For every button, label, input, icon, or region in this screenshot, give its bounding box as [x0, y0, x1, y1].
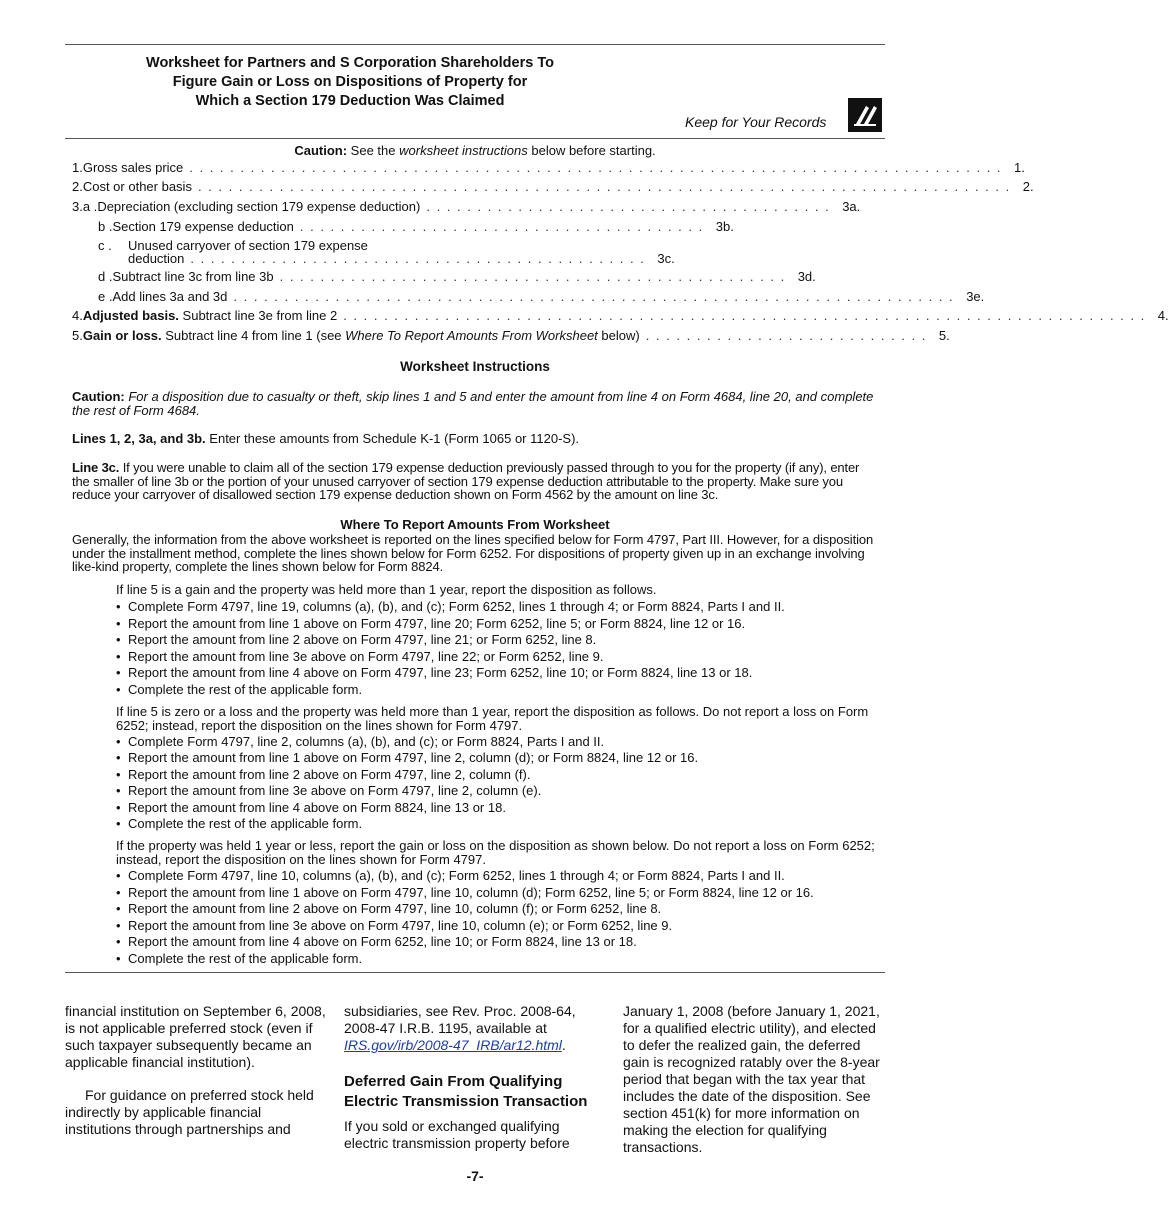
group1-intro: If line 5 is a gain and the property was held more than 1 year, report the disposition as follows.	[116, 582, 657, 597]
list-item: • Complete Form 4797, line 10, columns (a), (b), and (c); Form 6252, lines 1 through 4; or Form 8824, Parts I and II.	[116, 868, 785, 883]
title-line-2: Figure Gain or Loss on Dispositions of Property for	[172, 74, 528, 90]
records-pen-icon	[848, 98, 882, 132]
column-1	[65, 1003, 327, 1138]
irb-link[interactable]: IRS.gov/irb/2008-47_IRB/ar12.html	[344, 1037, 562, 1053]
general-paragraph: Generally, the information from the above worksheet is reported on the lines specified below for Form 4797, Part III. However, for a disposition under the installment method, complete the lines shown below for Form 6252. For dispositions of property given up in an exchange involving like-kind property, complete the lines shown below for Form 8824.	[72, 532, 874, 574]
list-item: • Report the amount from line 2 above on Form 4797, line 2, column (f).	[116, 767, 531, 782]
column-1-paragraph-2: For guidance on preferred stock held indirectly by applicable financial institutions through partnerships and	[65, 1087, 314, 1137]
where-to-report-heading: Where To Report Amounts From Worksheet	[340, 517, 610, 532]
keep-records-label: Keep for Your Records	[685, 114, 827, 130]
list-item: • Report the amount from line 1 above on Form 4797, line 2, column (d); or Form 8824, line 12 or 16.	[116, 750, 699, 765]
column-3	[623, 1003, 885, 1156]
list-item: • Complete Form 4797, line 19, columns (a), (b), and (c); Form 6252, lines 1 through 4; or Form 8824, Parts I and II.	[116, 599, 785, 614]
list-item: • Report the amount from line 3e above on Form 4797, line 22; or Form 6252, line 9.	[116, 649, 604, 664]
list-item: • Report the amount from line 2 above on Form 4797, line 10, column (f); or Form 6252, line 8.	[116, 901, 662, 916]
list-item: • Complete the rest of the applicable form.	[116, 682, 363, 697]
title-line-3: Which a Section 179 Deduction Was Claimed	[195, 93, 505, 109]
list-item: • Complete Form 4797, line 2, columns (a), (b), and (c); or Form 8824, Parts I and II.	[116, 734, 605, 749]
caution-top: Caution: See the worksheet instructions below before starting.	[294, 143, 656, 158]
top-rule	[65, 44, 885, 45]
line-3c-first: c . Unused carryover of section 179 expense	[98, 238, 368, 253]
line-5: 5. Gain or loss. Subtract line 4 from line 1 (see Where To Report Amounts From Worksheet below) . . . . . . . . . . . . . . . . . . . . . . . . . . . . 5.	[72, 328, 950, 343]
list-item: • Report the amount from line 3e above on Form 4797, line 2, column (e).	[116, 783, 542, 798]
list-item: • Report the amount from line 4 above on Form 4797, line 23; Form 6252, line 10; or Form 8824, line 13 or 18.	[116, 665, 753, 680]
deferred-gain-heading: Deferred Gain From Qualifying Electric Transmission Transaction	[344, 1073, 588, 1110]
bottom-rule	[65, 972, 885, 973]
worksheet-top-rule	[65, 138, 885, 139]
caution-paragraph: Caution: For a disposition due to casualty or theft, skip lines 1 and 5 and enter the amount from line 4 on Form 4684, line 20, and complete the rest of Form 4684.	[72, 389, 874, 418]
line-3b: b . Section 179 expense deduction . . . . . . . . . . . . . . . . . . . . . . . . . . . . . . . . . . . . . . . . 3b.	[98, 219, 734, 234]
lines-paragraph: Lines 1, 2, 3a, and 3b. Enter these amounts from Schedule K-1 (Form 1065 or 1120-S).	[72, 431, 580, 446]
list-item: • Report the amount from line 1 above on Form 4797, line 10, column (d); Form 6252, line 5; or Form 8824, line 12 or 16.	[116, 885, 814, 900]
group2-intro: If line 5 is zero or a loss and the property was held more than 1 year, report the disposition as follows. Do not report a loss on Form 6252; instead, report the disposition on the lines shown for Form 4797.	[116, 704, 869, 733]
column-2-paragraph-1: subsidiaries, see Rev. Proc. 2008-64, 2008-47 I.R.B. 1195, available at IRS.gov/irb/2008-47_IRB/ar12.html.	[344, 1003, 576, 1053]
list-item: • Report the amount from line 4 above on Form 8824, line 13 or 18.	[116, 800, 506, 815]
list-item: • Complete the rest of the applicable form.	[116, 951, 363, 966]
column-2-paragraph-2: If you sold or exchanged qualifying electric transmission property before	[344, 1118, 570, 1151]
worksheet-title	[110, 54, 590, 111]
line-1: 1. Gross sales price . . . . . . . . . . . . . . . . . . . . . . . . . . . . . . . . . . . . . . . . . . . . . . . . . . . . . . . . . . . . . . . . . . . . . . . . . . . . . . . . 1.	[72, 160, 1025, 175]
list-item: • Report the amount from line 4 above on Form 6252, line 10; or Form 8824, line 13 or 18.	[116, 934, 637, 949]
title-line-1: Worksheet for Partners and S Corporation Shareholders To	[146, 55, 554, 71]
line-4: 4. Adjusted basis. Subtract line 3e from line 2 . . . . . . . . . . . . . . . . . . . . . . . . . . . . . . . . . . . . . . . . . . . . . . . . . . . . . . . . . . . . . . . . . . . . . . . . . . . . . . . 4.	[72, 308, 1169, 323]
list-item: • Report the amount from line 2 above on Form 4797, line 21; or Form 6252, line 8.	[116, 632, 597, 647]
page-number: -7-	[466, 1168, 484, 1184]
line-3d: d . Subtract line 3c from line 3b . . . . . . . . . . . . . . . . . . . . . . . . . . . . . . . . . . . . . . . . . . . . . . . . . . 3d.	[98, 269, 816, 284]
instructions-heading: Worksheet Instructions	[400, 359, 550, 374]
list-item: • Report the amount from line 1 above on Form 4797, line 20; Form 6252, line 5; or Form 8824, line 12 or 16.	[116, 616, 746, 631]
column-1-paragraph-1: financial institution on September 6, 2008, is not applicable preferred stock (even if such taxpayer subsequently became an applicable financial institution).	[65, 1003, 326, 1070]
line-3a: 3. a . Depreciation (excluding section 179 expense deduction) . . . . . . . . . . . . . . . . . . . . . . . . . . . . . . . . . . . . . . . . 3a.	[72, 199, 861, 214]
line-3c: deduction . . . . . . . . . . . . . . . . . . . . . . . . . . . . . . . . . . . . . . . . . . . . . 3c.	[128, 251, 675, 266]
line-2: 2. Cost or other basis . . . . . . . . . . . . . . . . . . . . . . . . . . . . . . . . . . . . . . . . . . . . . . . . . . . . . . . . . . . . . . . . . . . . . . . . . . . . . . . . 2.	[72, 179, 1034, 194]
column-3-paragraph-1: January 1, 2008 (before January 1, 2021, for a qualified electric utility), and elected to defer the realized gain, the deferred gain is recognized ratably over the 8-year period that began with the tax year that includes the date of the disposition. See section 451(k) for more information on making the election for qualifying transactions.	[623, 1003, 880, 1155]
line-3c-paragraph: Line 3c. If you were unable to claim all of the section 179 expense deduction previously passed through to you for the property (if any), enter the smaller of line 3b or the portion of your unused carryover of section 179 expense deduction attributable to the property. Make sure you reduce your carryover of disallowed section 179 expense deduction shown on Form 4562 by the amount on line 3c.	[72, 460, 860, 502]
list-item: • Complete the rest of the applicable form.	[116, 816, 363, 831]
list-item: • Report the amount from line 3e above on Form 4797, line 10, column (e); or Form 6252, line 9.	[116, 918, 673, 933]
column-2	[344, 1003, 606, 1152]
group3-intro: If the property was held 1 year or less, report the gain or loss on the disposition as shown below. Do not report a loss on Form 6252; instead, report the disposition on the lines shown for Form 4797.	[116, 838, 875, 867]
line-3e: e . Add lines 3a and 3d . . . . . . . . . . . . . . . . . . . . . . . . . . . . . . . . . . . . . . . . . . . . . . . . . . . . . . . . . . . . . . . . . . . . . . . 3e.	[98, 289, 985, 304]
